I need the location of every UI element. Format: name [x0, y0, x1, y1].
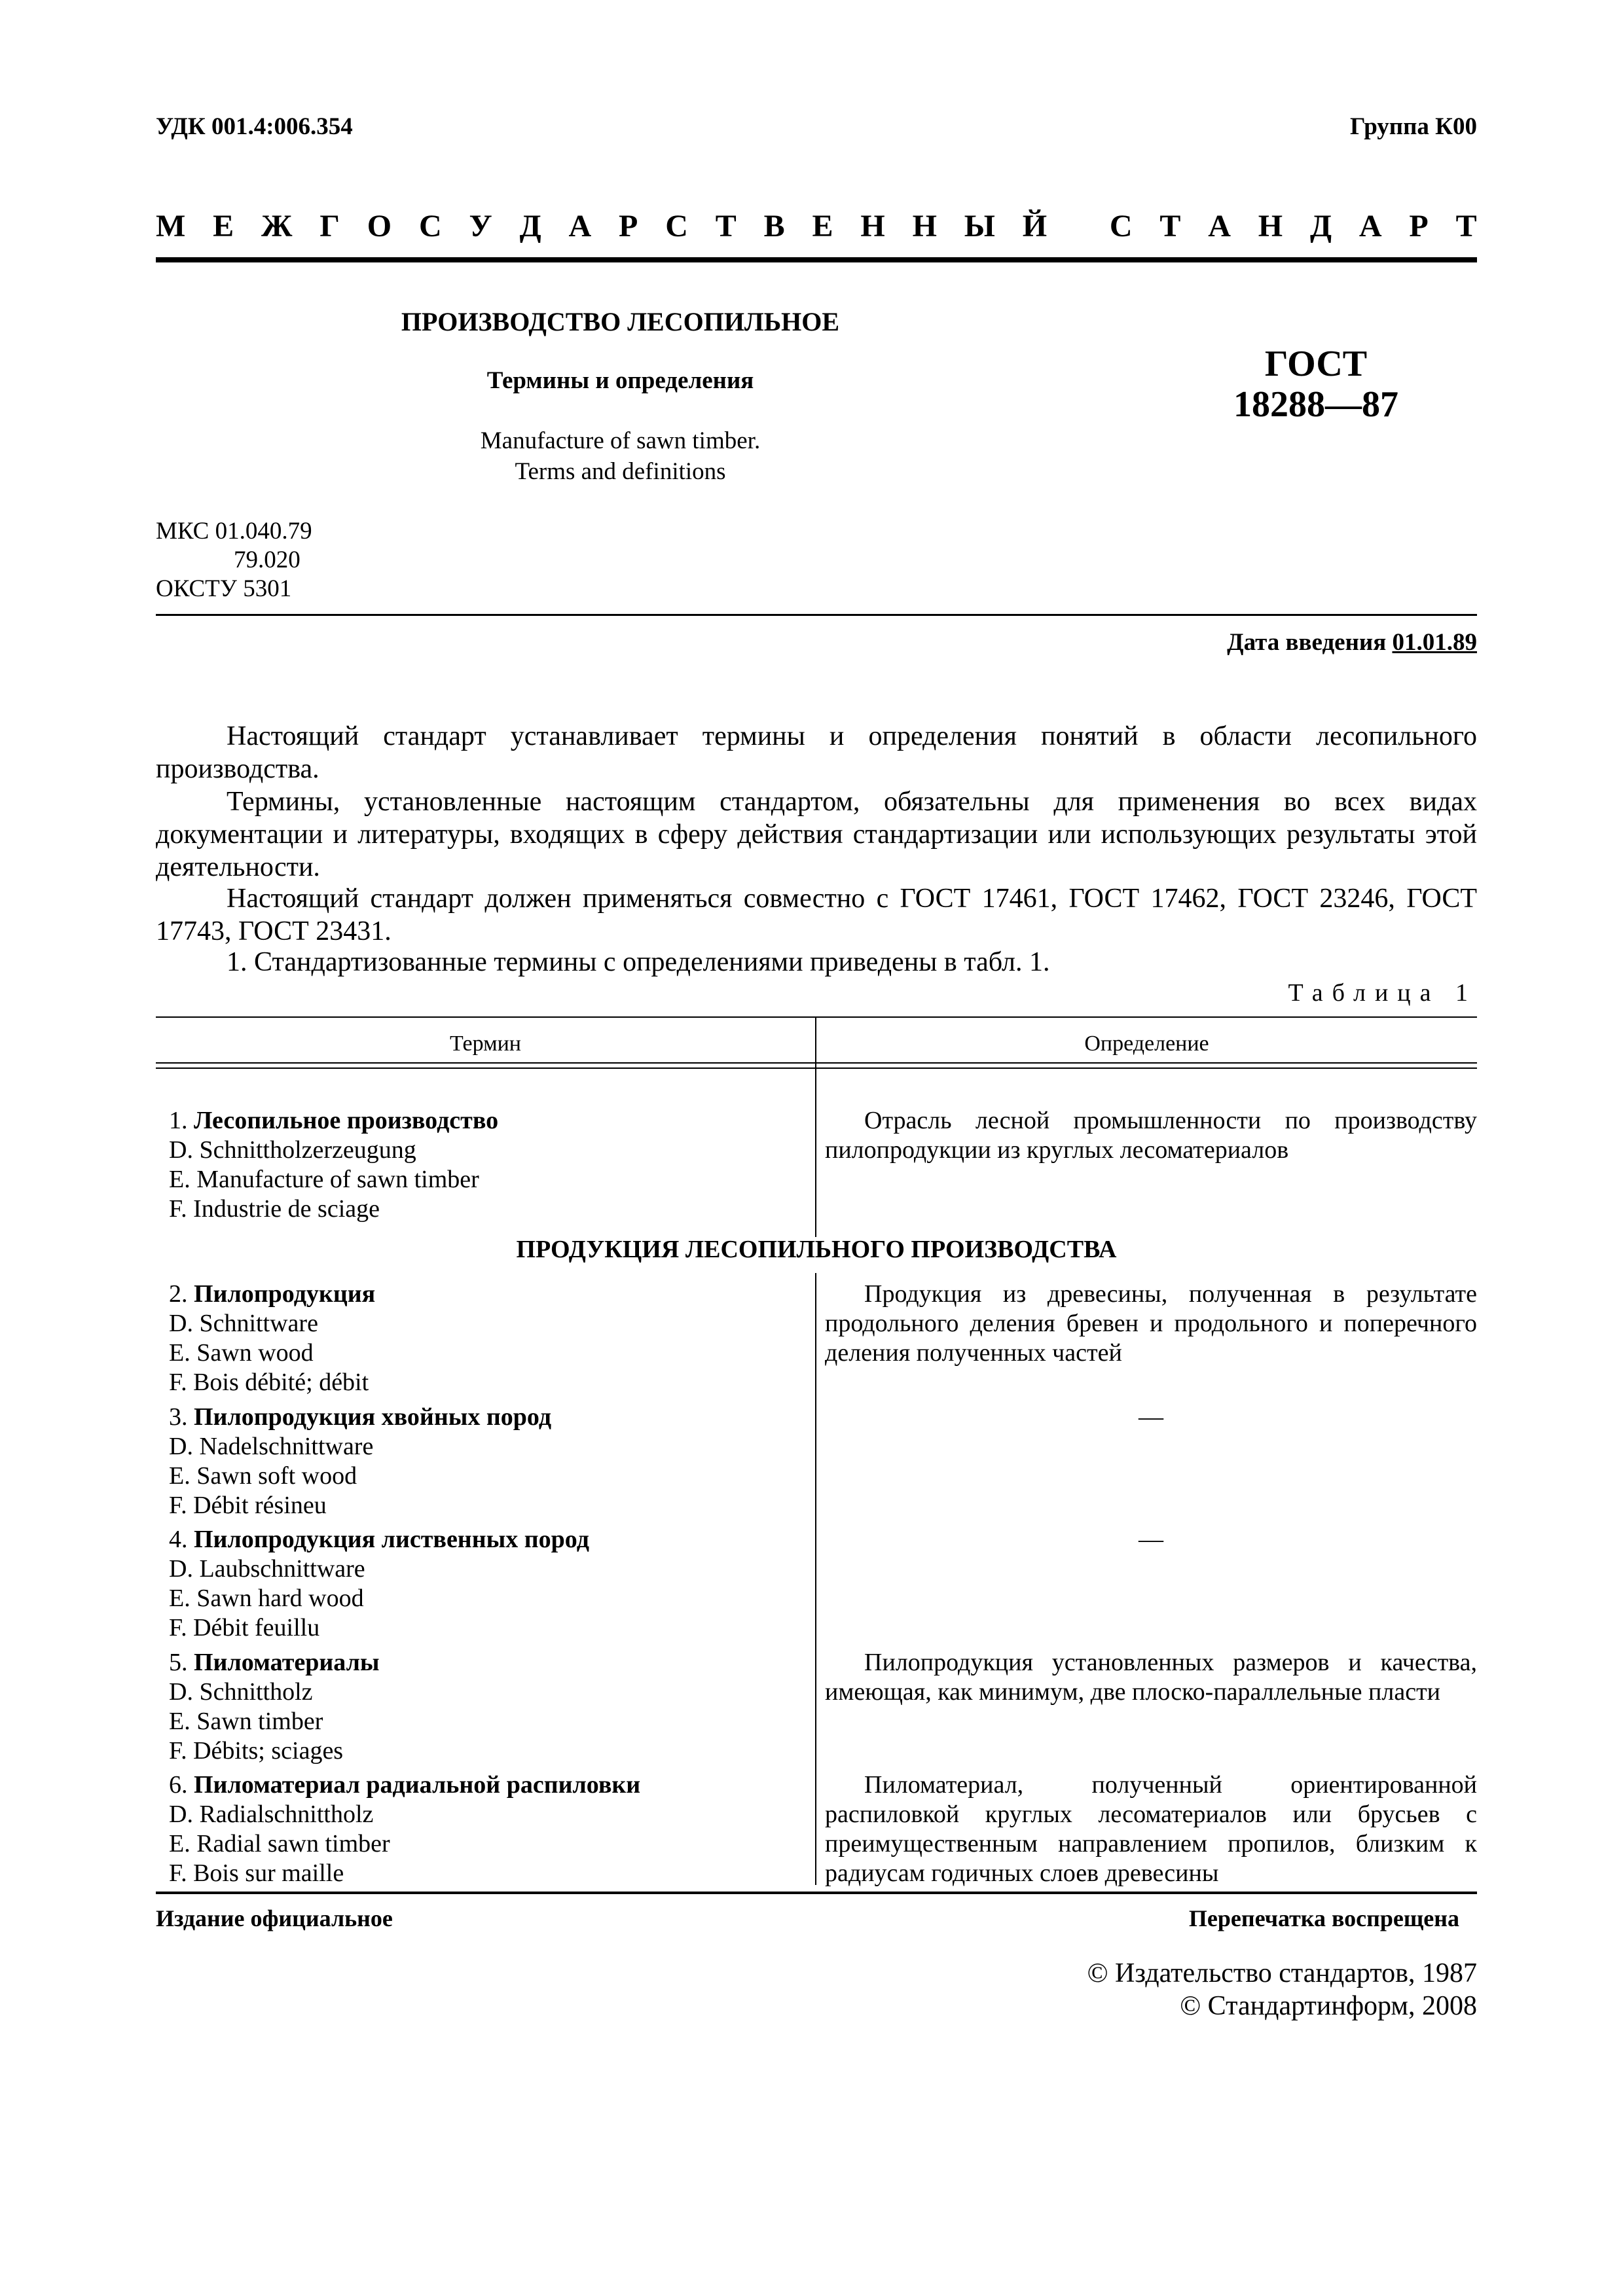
heading-letter: Д	[519, 209, 541, 243]
heading-letter: Р	[619, 209, 638, 243]
heading-letter: Т	[715, 209, 737, 243]
table-caption: Таблица 1	[1288, 979, 1477, 1007]
official-edition-label: Издание официальное	[156, 1905, 393, 1931]
classification-codes: МКС 01.040.79 79.020 ОКСТУ 5301	[156, 518, 312, 602]
heading-letter: Т	[1159, 209, 1181, 243]
introduction-date: Дата введения 01.01.89	[1227, 629, 1477, 656]
table-row: 6. Пиломатериал радиальной распиловки D. Radialschnittholz E. Radial sawn timber F. Bois sur maille	[169, 1771, 641, 1887]
heading-letter: С	[418, 209, 442, 243]
table-section-heading: ПРОДУКЦИЯ ЛЕСОПИЛЬНОГО ПРОИЗВОДСТВА	[516, 1236, 1117, 1263]
table-header-term: Термин	[450, 1031, 521, 1056]
heading-letter: А	[1208, 209, 1231, 243]
heading-letter: Е	[812, 209, 833, 243]
heading-letter: Р	[1409, 209, 1429, 243]
heading-letter: Г	[319, 209, 340, 243]
heading-letter: Н	[912, 209, 937, 243]
heading-letter: О	[367, 209, 392, 243]
heading-letter: Т	[1455, 209, 1477, 243]
classification-rule	[156, 614, 1477, 616]
group-code: Группа К00	[1349, 113, 1477, 140]
table-definition: —	[1139, 1403, 1163, 1431]
heading-letter: Д	[1309, 209, 1332, 243]
reprint-prohibited-label: Перепечатка воспрещена	[1188, 1905, 1459, 1931]
intro-paragraph-1: Настоящий стандарт устанавливает термины и определения понятий в области лесопильного производства.	[156, 721, 1477, 784]
copyright-notice: © Издательство стандартов, 1987 © Стандартинформ, 2008	[1087, 1958, 1477, 2021]
table-definition: Пиломатериал, полученный ориентированной распиловкой круглых лесоматериалов или брусьев с преимущественным направлением пропилов, близким к радиусам годичных слоев древесины	[825, 1771, 1477, 1887]
heading-letter	[1074, 208, 1082, 244]
gost-number: ГОСТ 18288—87	[1233, 344, 1398, 425]
intro-paragraph-3: Настоящий стандарт должен применяться совместно с ГОСТ 17461, ГОСТ 17462, ГОСТ 23246, ГОСТ 17743, ГОСТ 23431.	[156, 884, 1477, 946]
table-row: 2. Пилопродукция D. Schnittware E. Sawn wood F. Bois débité; débit	[169, 1280, 376, 1396]
heading-letter: А	[568, 209, 592, 243]
heading-letter: Н	[860, 209, 885, 243]
column-divider	[815, 1273, 816, 1885]
heading-letter: Й	[1022, 209, 1048, 243]
document-title: ПРОИЗВОДСТВО ЛЕСОПИЛЬНОЕ	[401, 307, 840, 336]
heading-letter: В	[763, 209, 785, 243]
table-definition: Отрасль лесной промышленности по производству пилопродукции из круглых лесоматериалов	[825, 1107, 1477, 1164]
table-header-rule-1	[156, 1062, 1477, 1064]
document-subtitle: Термины и определения	[486, 367, 754, 394]
heading-letter: Н	[1258, 209, 1283, 243]
table-top-rule	[156, 1016, 1477, 1018]
english-title: Manufacture of sawn timber. Terms and definitions	[480, 427, 761, 485]
table-row: 1. Лесопильное производство D. Schnittholzerzeugung E. Manufacture of sawn timber F. Industrie de sciage	[169, 1107, 499, 1223]
footer-rule	[156, 1892, 1477, 1894]
column-divider	[815, 1018, 816, 1237]
table-definition: Пилопродукция установленных размеров и качества, имеющая, как минимум, две плоско-параллельные пласти	[825, 1649, 1477, 1706]
table-definition: Продукция из древесины, полученная в результате продольного деления бревен и продольного и поперечного деления полученных частей	[825, 1280, 1477, 1367]
standard-type-heading	[156, 208, 1477, 244]
table-header-rule-2	[156, 1067, 1477, 1069]
heading-letter: Е	[213, 209, 234, 243]
heading-letter: А	[1359, 209, 1382, 243]
heading-letter: Ы	[964, 209, 995, 243]
heading-letter: С	[1109, 209, 1133, 243]
table-definition: —	[1139, 1526, 1163, 1553]
heading-letter: С	[665, 209, 688, 243]
table-row: 3. Пилопродукция хвойных пород D. Nadelschnittware E. Sawn soft wood F. Débit résineu	[169, 1403, 552, 1519]
heading-letter: У	[469, 209, 492, 243]
table-row: 4. Пилопродукция лиственных пород D. Laubschnittware E. Sawn hard wood F. Débit feuillu	[169, 1526, 589, 1641]
table-header-definition: Определение	[1084, 1031, 1209, 1056]
heading-letter: Ж	[261, 209, 293, 243]
intro-paragraph-4: 1. Стандартизованные термины с определениями приведены в табл. 1.	[227, 947, 1050, 977]
table-row: 5. Пиломатериалы D. Schnittholz E. Sawn timber F. Débits; sciages	[169, 1649, 380, 1765]
heading-rule	[156, 257, 1477, 262]
heading-letter: М	[156, 209, 186, 243]
udk-code: УДК 001.4:006.354	[156, 113, 353, 140]
intro-paragraph-2: Термины, установленные настоящим стандартом, обязательны для применения во всех видах документации и литературы, входящих в сферу действия стандартизации или использующих результаты этой деятельности.	[156, 787, 1477, 882]
